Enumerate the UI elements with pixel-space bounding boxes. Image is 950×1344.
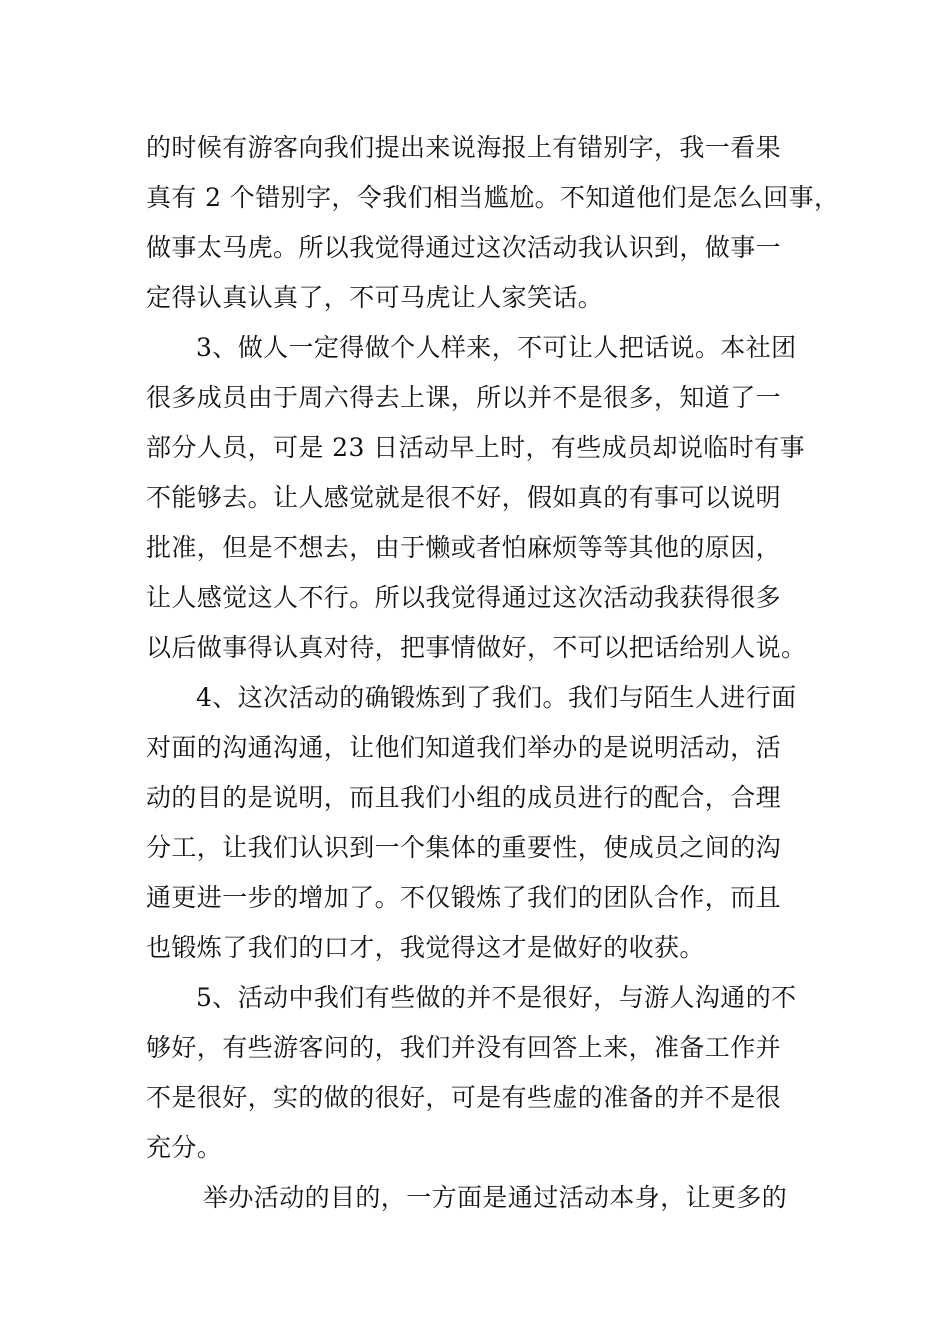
text-line: 很多成员由于周六得去上课，所以并不是很多，知道了一 xyxy=(146,383,782,412)
text-line: 对面的沟通沟通，让他们知道我们举办的是说明活动，活 xyxy=(146,733,782,762)
text-line: 以后做事得认真对待，把事情做好，不可以把话给别人说。 xyxy=(146,633,807,662)
text-line: 做事太马虎。所以我觉得通过这次活动我认识到，做事一 xyxy=(146,233,782,262)
text-line: 真有 2 个错别字，令我们相当尴尬。不知道他们是怎么回事， xyxy=(146,183,840,212)
text-line: 充分。 xyxy=(146,1133,223,1162)
paragraph-3-start: 3、做人一定得做个人样来，不可让人把话说。本社团 xyxy=(196,333,797,362)
text-line: 分工，让我们认识到一个集体的重要性，使成员之间的沟 xyxy=(146,833,782,862)
text-line: 的时候有游客向我们提出来说海报上有错别字，我一看果 xyxy=(146,133,782,162)
text-line: 定得认真认真了，不可马虎让人家笑话。 xyxy=(146,283,604,312)
text-line: 部分人员，可是 23 日活动早上时，有些成员却说临时有事 xyxy=(146,433,805,462)
text-line: 也锻炼了我们的口才，我觉得这才是做好的收获。 xyxy=(146,933,705,962)
text-line: 够好，有些游客问的，我们并没有回答上来，准备工作并 xyxy=(146,1033,782,1062)
text-line: 让人感觉这人不行。所以我觉得通过这次活动我获得很多 xyxy=(146,583,782,612)
text-line: 通更进一步的增加了。不仅锻炼了我们的团队合作，而且 xyxy=(146,883,782,912)
paragraph-5-start: 5、活动中我们有些做的并不是很好，与游人沟通的不 xyxy=(196,983,797,1012)
paragraph-4-start: 4、这次活动的确锻炼到了我们。我们与陌生人进行面 xyxy=(196,683,797,712)
paragraph-final-start: 举办活动的目的，一方面是通过活动本身，让更多的 xyxy=(203,1183,788,1212)
text-line: 不是很好，实的做的很好，可是有些虚的准备的并不是很 xyxy=(146,1083,782,1112)
text-line: 批准，但是不想去，由于懒或者怕麻烦等等其他的原因， xyxy=(146,533,782,562)
text-line: 不能够去。让人感觉就是很不好，假如真的有事可以说明 xyxy=(146,483,782,512)
text-line: 动的目的是说明，而且我们小组的成员进行的配合，合理 xyxy=(146,783,782,812)
